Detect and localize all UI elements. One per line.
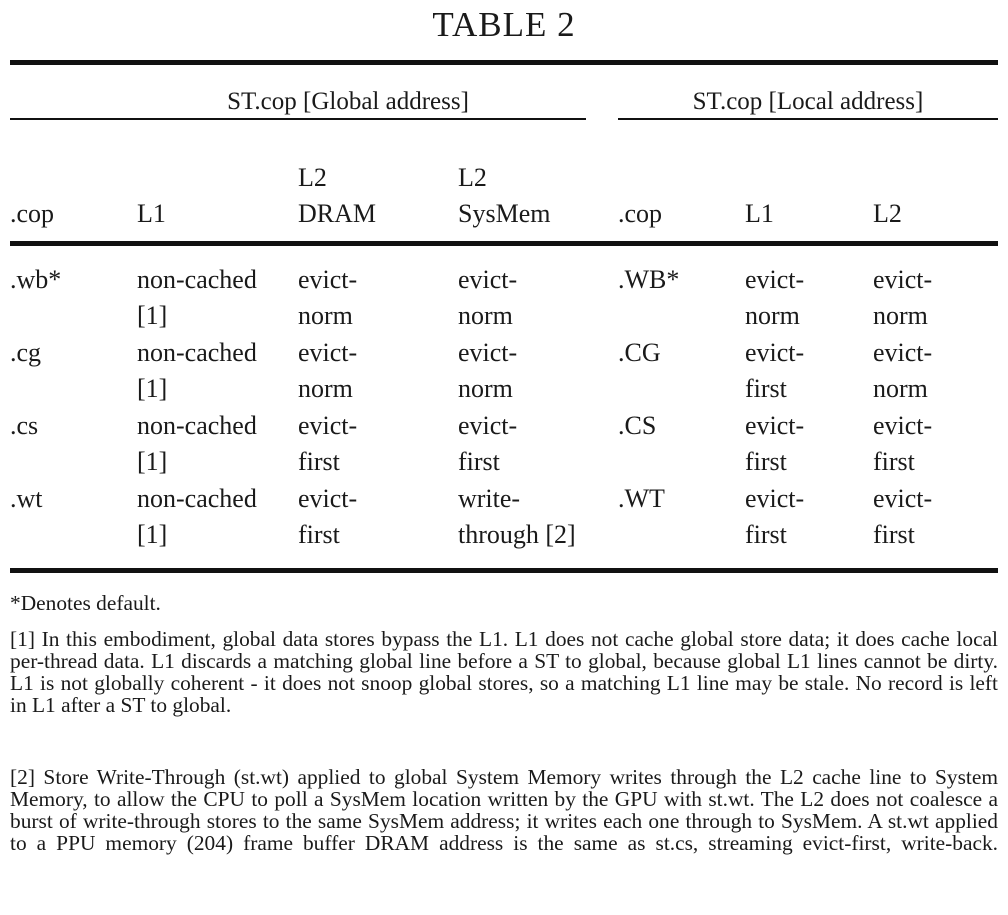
row-cg-l2dram-line2: norm <box>298 374 353 403</box>
row-cg-l2local-line2: norm <box>873 374 928 403</box>
row-wb-cop: .wb* <box>10 265 62 294</box>
group-underline-local <box>618 118 998 120</box>
row-wt-l1local-line1: evict- <box>745 484 805 513</box>
row-cg-cop: .cg <box>10 338 42 367</box>
row-wb-l1local-line1: evict- <box>745 265 805 294</box>
row-cg-l2local-line1: evict- <box>873 338 933 367</box>
header-l1-local: L1 <box>745 199 774 228</box>
table-title: TABLE 2 <box>432 5 576 44</box>
row-wt-l2local-line1: evict- <box>873 484 933 513</box>
row-wb-l2dram-line1: evict- <box>298 265 358 294</box>
header-cop-local: .cop <box>618 199 663 228</box>
row-wt-l1-line2: [1] <box>137 520 168 549</box>
row-wt-l2local-line2: first <box>873 520 915 549</box>
row-wb-l2sysmem-line2: norm <box>458 301 513 330</box>
row-cs-l2local-line1: evict- <box>873 411 933 440</box>
row-cg-l2sysmem-line2: norm <box>458 374 513 403</box>
row-wt-l2sysmem-line2: through [2] <box>458 520 576 549</box>
header-cop: .cop <box>10 199 55 228</box>
row-wt-l1local-line2: first <box>745 520 787 549</box>
row-wt-cop-local: .WT <box>618 484 665 513</box>
header-rule <box>10 241 998 246</box>
row-wt-l2dram-line2: first <box>298 520 340 549</box>
top-rule <box>10 60 998 65</box>
row-cs-cop-local: .CS <box>618 411 657 440</box>
row-cs-cop: .cs <box>10 411 39 440</box>
row-cg-l1local-line1: evict- <box>745 338 805 367</box>
group-header-local: ST.cop [Local address] <box>692 88 924 115</box>
bottom-rule <box>10 568 998 573</box>
row-cs-l1local-line1: evict- <box>745 411 805 440</box>
row-cs-l2local-line2: first <box>873 447 915 476</box>
footnote-2: [2] Store Write-Through (st.wt) applied to global System Memory writes through the L2 cache line to System Memory, to allow the CPU to poll a SysMem location written by the GPU with st.wt. The L2 does not coalesce a burst of write-through stores to the same SysMem address; it writes each one through to SysMem. A st.wt applied to a PPU memory (204) frame buffer DRAM address is the same as st.cs, streaming evict-first, write-back. <box>10 765 998 855</box>
header-l2-sysmem-line2: SysMem <box>458 199 551 228</box>
row-cg-l1-line1: non-cached <box>137 338 257 367</box>
header-l2-local: L2 <box>873 199 902 228</box>
row-wb-l2local-line2: norm <box>873 301 928 330</box>
footnote-default: *Denotes default. <box>10 591 161 615</box>
row-cs-l1-line1: non-cached <box>137 411 257 440</box>
row-cg-l1local-line2: first <box>745 374 787 403</box>
row-cs-l2sysmem-line2: first <box>458 447 500 476</box>
row-wt-l2sysmem-line1: write- <box>458 484 521 513</box>
row-cs-l1local-line2: first <box>745 447 787 476</box>
row-cg-l2sysmem-line1: evict- <box>458 338 518 367</box>
row-wt-l1-line1: non-cached <box>137 484 257 513</box>
row-cg-l1-line2: [1] <box>137 374 168 403</box>
header-l2-dram-line1: L2 <box>298 163 327 192</box>
row-wb-cop-local: .WB* <box>618 265 680 294</box>
header-l2-dram-line2: DRAM <box>298 199 377 228</box>
row-cg-l2dram-line1: evict- <box>298 338 358 367</box>
row-wb-l2dram-line2: norm <box>298 301 353 330</box>
header-l1: L1 <box>137 199 166 228</box>
row-cs-l2dram-line2: first <box>298 447 340 476</box>
row-cs-l1-line2: [1] <box>137 447 168 476</box>
row-wb-l1local-line2: norm <box>745 301 800 330</box>
footnote-1: [1] In this embodiment, global data stores bypass the L1. L1 does not cache global store data; it does cache local per-thread data. L1 discards a matching global line before a ST to global, because global L1 lines cannot be dirty. L1 is not globally coherent - it does not snoop global stores, so a matching L1 line may be stale. No record is left in L1 after a ST to global. <box>10 627 998 717</box>
row-cg-cop-local: .CG <box>618 338 661 367</box>
header-l2-sysmem-line1: L2 <box>458 163 487 192</box>
row-wt-cop: .wt <box>10 484 43 513</box>
row-wt-l2dram-line1: evict- <box>298 484 358 513</box>
group-header-global: ST.cop [Global address] <box>227 88 469 115</box>
row-wb-l2sysmem-line1: evict- <box>458 265 518 294</box>
row-wb-l1-line2: [1] <box>137 301 168 330</box>
row-wb-l2local-line1: evict- <box>873 265 933 294</box>
row-wb-l1-line1: non-cached <box>137 265 257 294</box>
row-cs-l2dram-line1: evict- <box>298 411 358 440</box>
row-cs-l2sysmem-line1: evict- <box>458 411 518 440</box>
group-underline-global <box>10 118 586 120</box>
